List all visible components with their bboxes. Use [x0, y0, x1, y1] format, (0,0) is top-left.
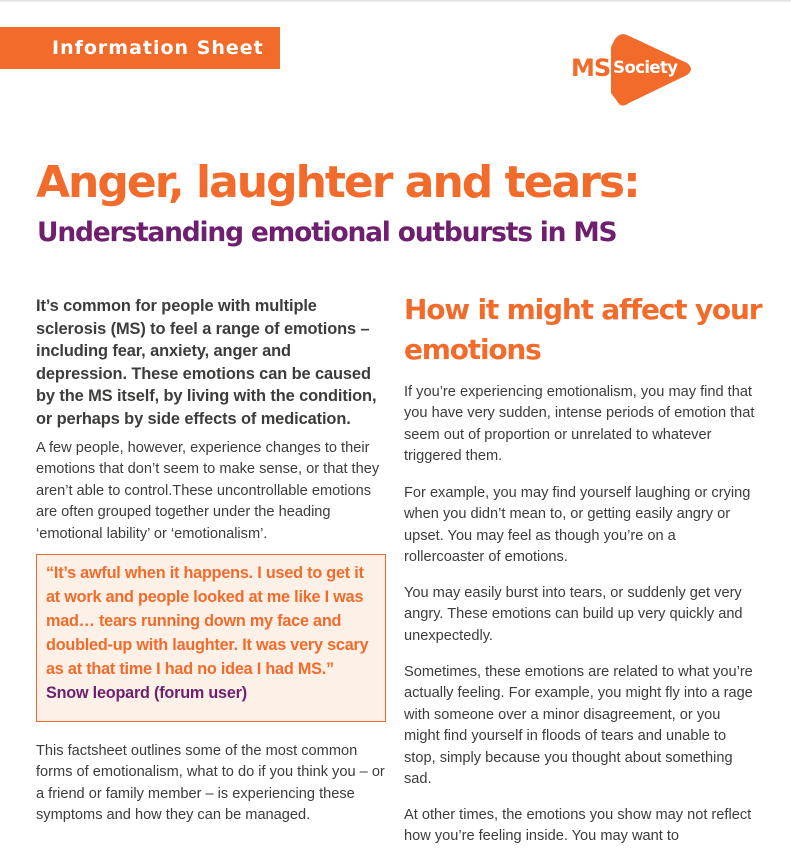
- logo-wordmark: [571, 53, 677, 83]
- right-paragraph-4: Sometimes, these emotions are related to what you’re actually feeling. For example, you might fly into a rage with someone over a minor disagreement, or you might find yourself in floods of tears and unable to stop, simply because you thought about something sad.: [404, 664, 753, 788]
- right-paragraph-5: At other times, the emotions you show may not reflect how you’re feeling inside. You may want to: [404, 807, 752, 845]
- ms-society-logo: [571, 33, 695, 109]
- right-paragraph-1: If you’re experiencing emotionalism, you may find that you have very sudden, intense periods of emotion that seem out of proportion or unrelated to whatever triggered them.: [404, 384, 755, 465]
- right-paragraph-3: You may easily burst into tears, or suddenly get very angry. These emotions can build up very quickly and unexpectedly.: [404, 585, 743, 644]
- left-paragraph-1: A few people, however, experience changes to their emotions that don’t seem to make sense, or that they aren’t able to control.These uncontrollable emotions are often grouped together under the heading ‘emotional lability’ or ‘emotionalism’.: [36, 440, 380, 542]
- quote-author: Snow leopard (forum user): [46, 684, 247, 703]
- logo-society-text: Society: [613, 58, 678, 77]
- logo-ms-text: MS: [571, 54, 611, 82]
- quote-box: [36, 554, 386, 722]
- right-paragraph-2: For example, you may find yourself laughing or crying when you didn’t mean to, or getting easily angry or upset. You may feel as though you’re on a rollercoaster of emotions.: [404, 485, 751, 566]
- quote-text: “It’s awful when it happens. I used to get it at work and people looked at me like I was mad… tears running down my face and doubled-up with laughter. It was very scary as at that time I had no idea I had MS.”: [46, 564, 369, 679]
- page-title: Anger, laughter and tears:: [36, 157, 639, 208]
- left-paragraph-2: This factsheet outlines some of the most common forms of emotionalism, what to do if you think you – or a friend or family member – is experiencing these symptoms and how they can be managed.: [36, 743, 385, 824]
- top-rule: [0, 0, 791, 2]
- intro-paragraph: It’s common for people with multiple sclerosis (MS) to feel a range of emotions – including fear, anxiety, anger and depression. These emotions can be caused by the MS itself, by living with the condition, or perhaps by side effects of medication.: [36, 297, 377, 428]
- information-sheet-tab: Information Sheet: [0, 27, 280, 69]
- section-heading: How it might affect your emotions: [404, 293, 762, 366]
- quote: [46, 561, 379, 706]
- page-subtitle: Understanding emotional outbursts in MS: [37, 217, 617, 248]
